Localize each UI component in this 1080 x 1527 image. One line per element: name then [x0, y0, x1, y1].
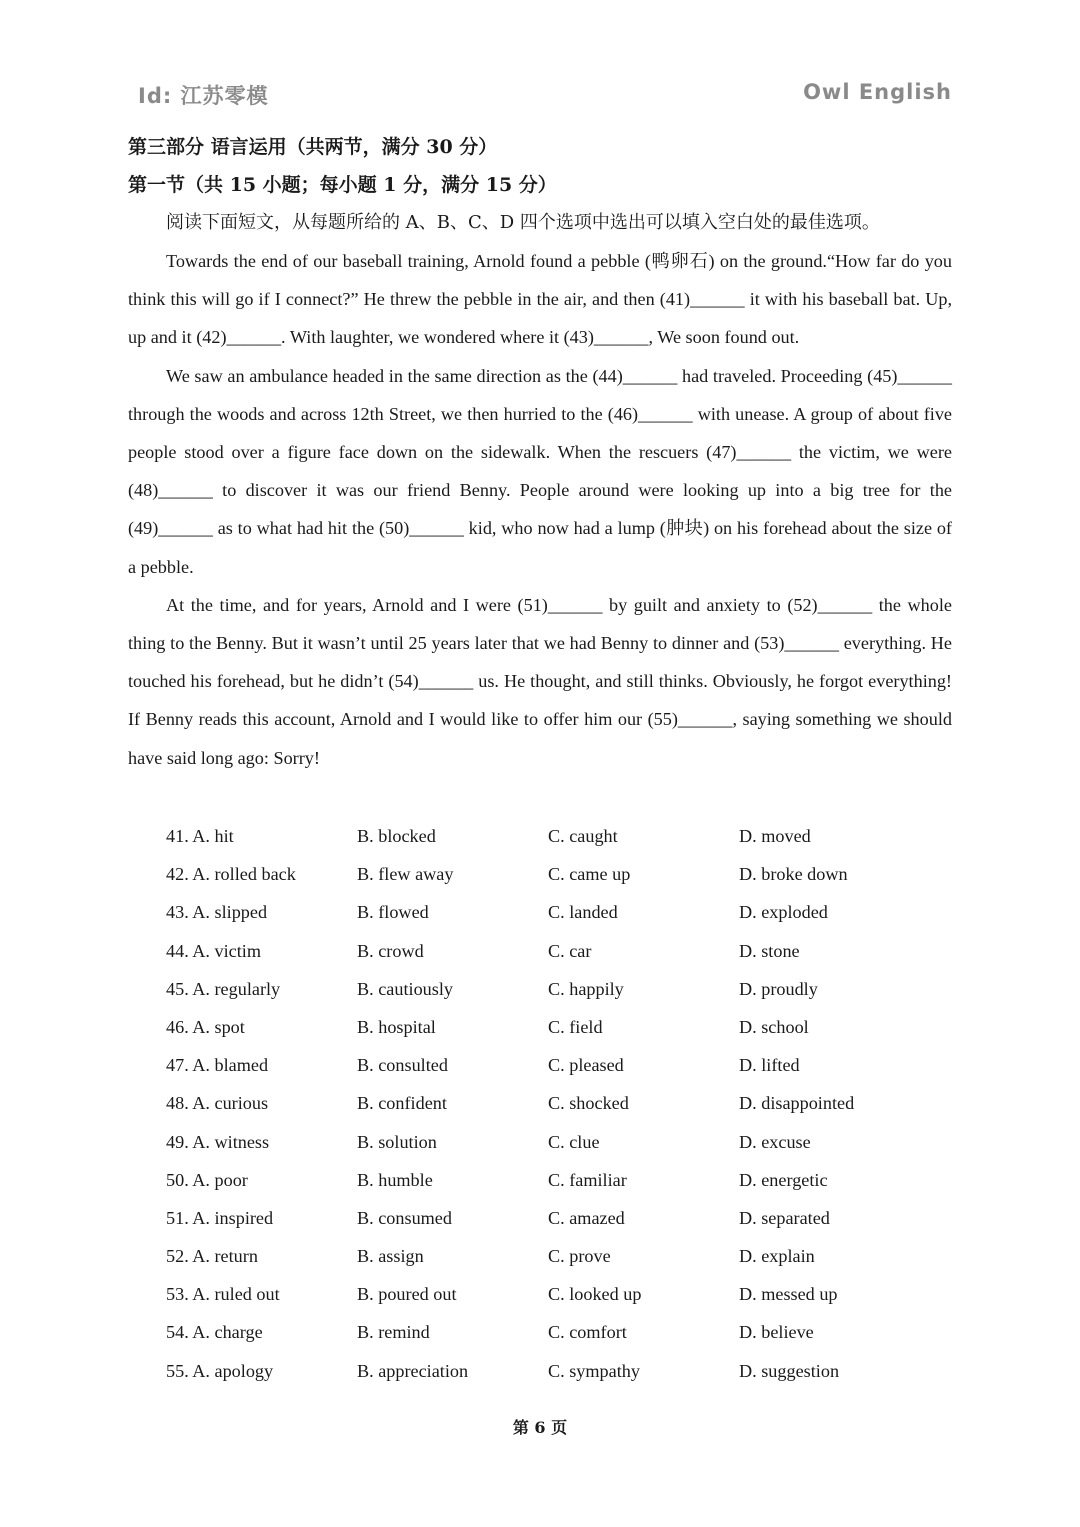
- option-row-52: [166, 1237, 986, 1275]
- option-c: C. caught: [548, 826, 618, 846]
- option-c: C. clue: [548, 1131, 600, 1152]
- option-b: B. crowd: [357, 940, 424, 961]
- option-b: B. poured out: [357, 1284, 457, 1305]
- option-a: 50. A. poor: [166, 1169, 248, 1190]
- option-c: C. familiar: [548, 1169, 627, 1190]
- option-row-46: [166, 1008, 986, 1046]
- option-b: B. remind: [357, 1322, 430, 1343]
- option-c: C. came up: [548, 864, 631, 885]
- option-d: D. messed up: [739, 1284, 838, 1305]
- option-b: B. solution: [357, 1131, 437, 1152]
- option-b: B. confident: [357, 1093, 447, 1114]
- option-c: C. field: [548, 1016, 603, 1037]
- option-c: C. amazed: [548, 1207, 625, 1228]
- option-b: B. flew away: [357, 864, 454, 885]
- option-c: C. prove: [548, 1246, 611, 1267]
- section-title: 第三部分 语言运用（共两节，满分 30 分）: [128, 136, 498, 158]
- option-d: D. lifted: [739, 1055, 800, 1076]
- option-row-54: [166, 1313, 986, 1351]
- option-d: D. disappointed: [739, 1093, 855, 1114]
- page-number: 第 6 页: [512, 1418, 568, 1437]
- option-a: 53. A. ruled out: [166, 1284, 280, 1305]
- option-row-53: [166, 1275, 986, 1313]
- option-a: 48. A. curious: [166, 1093, 269, 1114]
- option-d: D. stone: [739, 940, 800, 961]
- option-d: D. energetic: [739, 1169, 828, 1190]
- paragraph-1: Towards the end of our baseball training, Arnold found a pebble (鸭卵石) on the ground.“How far do you think this will go if I connect?” He threw the pebble in the air, and then (41)______ it with his baseball bat. Up, up and it (42)______. With laughter, we wondered where it (43)______, We soon found out.: [128, 251, 952, 348]
- paragraph-2: We saw an ambulance headed in the same direction as the (44)______ had traveled. Proceeding (45)______ through the woods and across 12th Street, we then hurried to the (46)______ with unease. A group of about five people stood over a figure face down on the sidewalk. When the rescuers (47)______ the victim, we were (48)______ to discover it was our friend Benny. People around were looking up into a big tree for the (49)______ as to what had hit the (50)______ kid, who now had a lump (肿块) on his forehead about the size of a pebble.: [128, 365, 952, 577]
- option-row-45: [166, 970, 986, 1008]
- option-d: D. explain: [739, 1246, 815, 1267]
- options-list: [166, 817, 986, 1390]
- option-b: B. hospital: [357, 1016, 436, 1037]
- option-d: D. suggestion: [739, 1360, 840, 1381]
- option-b: B. consulted: [357, 1055, 448, 1076]
- option-c: C. pleased: [548, 1055, 624, 1076]
- option-a: 51. A. inspired: [166, 1207, 274, 1228]
- option-c: C. comfort: [548, 1322, 627, 1343]
- option-b: B. appreciation: [357, 1360, 469, 1381]
- option-c: C. looked up: [548, 1284, 642, 1305]
- option-d: D. school: [739, 1016, 809, 1037]
- option-c: C. car: [548, 940, 592, 961]
- option-a: 52. A. return: [166, 1246, 258, 1267]
- option-row-44: [166, 932, 986, 970]
- option-b: B. assign: [357, 1246, 424, 1267]
- option-row-43: [166, 893, 986, 931]
- option-d: D. moved: [739, 826, 811, 846]
- option-a: 42. A. rolled back: [166, 864, 296, 885]
- option-row-41: [166, 817, 986, 855]
- option-b: B. blocked: [357, 826, 436, 846]
- paragraph-3: At the time, and for years, Arnold and I were (51)______ by guilt and anxiety to (52)______ the whole thing to the Benny. But it wasn’t until 25 years later that we had Benny to dinner and (53)______ everything. He touched his forehead, but he didn’t (54)______ us. He thought, and still thinks. Obviously, he forgot everything! If Benny reads this account, Arnold and I would like to offer him our (55)______, saying something we should have said long ago: Sorry!: [128, 594, 952, 768]
- option-row-51: [166, 1199, 986, 1237]
- option-row-55: [166, 1352, 986, 1390]
- option-row-42: [166, 855, 986, 893]
- option-c: C. sympathy: [548, 1360, 640, 1381]
- option-c: C. shocked: [548, 1093, 629, 1114]
- option-a: 41. A. hit: [166, 826, 234, 846]
- option-c: C. landed: [548, 902, 618, 923]
- option-d: D. excuse: [739, 1131, 811, 1152]
- option-b: B. flowed: [357, 902, 429, 923]
- option-row-47: [166, 1046, 986, 1084]
- option-d: D. separated: [739, 1207, 830, 1228]
- option-c: C. happily: [548, 978, 624, 999]
- instruction: 阅读下面短文，从每题所给的 A、B、C、D 四个选项中选出可以填入空白处的最佳选项。: [166, 212, 880, 233]
- option-a: 55. A. apology: [166, 1360, 274, 1381]
- header-right-watermark: Owl English: [803, 80, 952, 104]
- header-left-watermark: Id: 江苏零模: [138, 84, 269, 108]
- option-row-49: [166, 1123, 986, 1161]
- option-a: 45. A. regularly: [166, 978, 281, 999]
- option-row-48: [166, 1084, 986, 1122]
- passage-content: [128, 128, 952, 777]
- option-b: B. cautiously: [357, 978, 453, 999]
- option-a: 44. A. victim: [166, 940, 261, 961]
- option-a: 49. A. witness: [166, 1131, 270, 1152]
- subsection-title: 第一节（共 15 小题；每小题 1 分，满分 15 分）: [128, 174, 557, 196]
- option-a: 43. A. slipped: [166, 902, 268, 923]
- option-a: 54. A. charge: [166, 1322, 263, 1343]
- option-d: D. exploded: [739, 902, 828, 923]
- option-b: B. consumed: [357, 1207, 452, 1228]
- option-d: D. believe: [739, 1322, 814, 1343]
- option-d: D. broke down: [739, 864, 848, 885]
- option-d: D. proudly: [739, 978, 818, 999]
- option-b: B. humble: [357, 1169, 433, 1190]
- option-a: 47. A. blamed: [166, 1055, 269, 1076]
- option-a: 46. A. spot: [166, 1016, 245, 1037]
- option-row-50: [166, 1161, 986, 1199]
